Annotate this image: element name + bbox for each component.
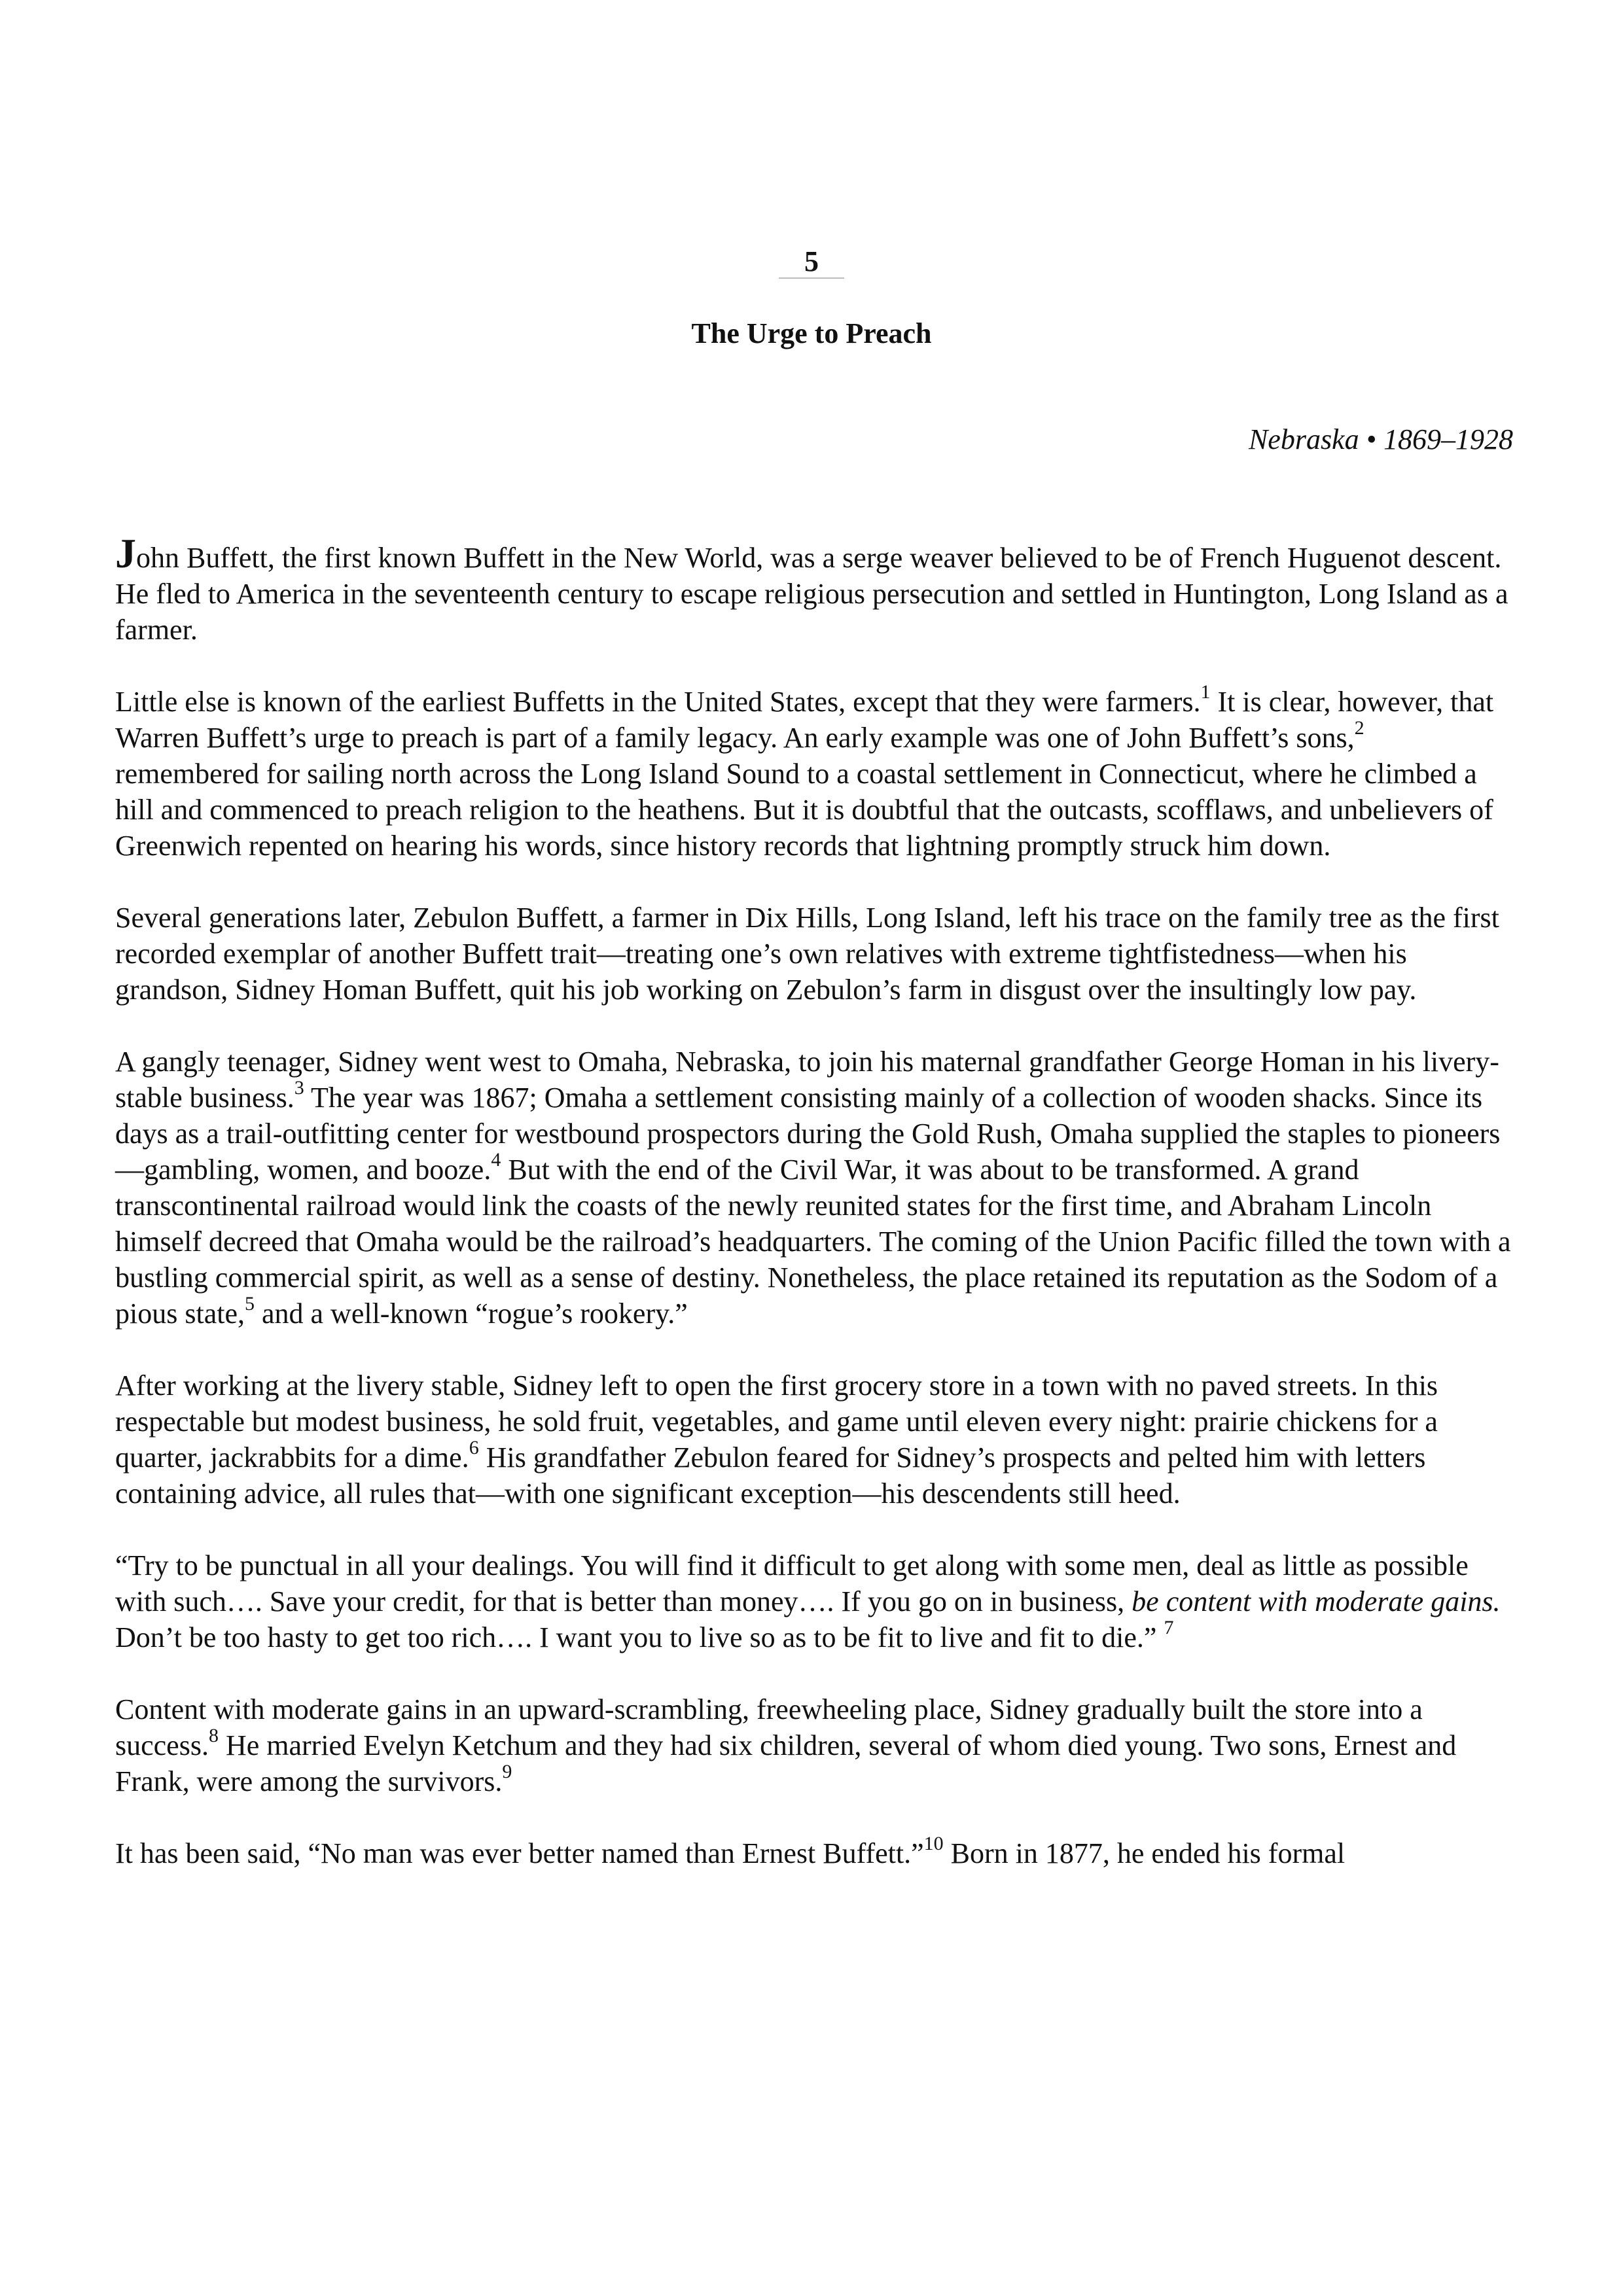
paragraph — [115, 900, 1514, 1008]
footnote-ref: 1 — [1200, 681, 1211, 703]
text-run: A gangly teenager, Sidney went west to Omaha, Nebraska, to join his maternal grandfather George Homan in his livery-stable business. — [115, 1046, 1499, 1114]
footnote-ref: 8 — [208, 1725, 219, 1747]
paragraph — [115, 1044, 1514, 1332]
text-run: The year was 1867; Omaha a settlement consisting mainly of a collection of wooden shacks. Since its days as a trail-outfitting center for westbound prospectors during the Gold Rush, Omaha supplied the staples to pioneers—gambling, women, and booze. — [115, 1082, 1501, 1186]
text-run: His grandfather Zebulon feared for Sidney’s prospects and pelted him with letters containing advice, all rules that—with one significant exception—his descendents still heed. — [115, 1441, 1426, 1510]
text-run: remembered for sailing north across the Long Island Sound to a coastal settlement in Connecticut, where he climbed a hill and commenced to preach religion to the heathens. But it is doubtful that the outcasts, scofflaws, and unbelievers of Greenwich repented on hearing his words, since history records that lightning promptly struck him down. — [115, 758, 1493, 862]
text-run: Born in 1877, he ended his formal — [943, 1837, 1346, 1869]
paragraph — [115, 1691, 1514, 1799]
chapter-title: The Urge to Preach — [691, 317, 932, 349]
text-run: Content with moderate gains in an upward-scrambling, freewheeling place, Sidney gradually built the store into a success. — [115, 1693, 1423, 1761]
chapter-number-rule — [779, 277, 844, 279]
footnote-ref: 7 — [1164, 1617, 1174, 1639]
text-run: It is clear, however, that Warren Buffett’s urge to preach is part of a family legacy. An early example was one of John Buffett’s sons, — [115, 686, 1494, 754]
text-run: Don’t be too hasty to get too rich…. I want you to live so as to be fit to live and fit to die.” — [115, 1621, 1164, 1653]
footnote-ref: 10 — [923, 1833, 944, 1855]
text-run: It has been said, “No man was ever better named than Ernest Buffett.” — [115, 1837, 924, 1869]
chapter-number: 5 — [804, 245, 819, 277]
paragraph — [115, 1835, 1514, 1871]
text-run: But with the end of the Civil War, it was about to be transformed. A grand transcontinental railroad would link the coasts of the newly reunited states for the first time, and Abraham Lincoln himself decreed that Omaha would be the railroad’s headquarters. The coming of the Union Pacific filled the town with a bustling commercial spirit, as well as a sense of destiny. Nonetheless, the place retained its reputation as the Sodom of a pious state, — [115, 1154, 1511, 1330]
footnote-ref: 6 — [469, 1437, 479, 1459]
text-run: and a well-known “rogue’s rookery.” — [254, 1298, 688, 1330]
text-run: Several generations later, Zebulon Buffett, a farmer in Dix Hills, Long Island, left his trace on the family tree as the first recorded exemplar of another Buffett trait—treating one’s own relatives with extreme tightfistedness—when his grandson, Sidney Homan Buffett, quit his job working on Zebulon’s farm in disgust over the insultingly low pay. — [115, 902, 1499, 1006]
footnote-ref: 9 — [502, 1761, 512, 1783]
paragraph — [115, 681, 1514, 864]
text-run: John Buffett, the first known Buffett in the New World, was a serge weaver believed to be of French Huguenot descent. He fled to America in the seventeenth century to escape religious persecution and settled in Huntington, Long Island as a farmer. — [115, 530, 1508, 646]
footnote-ref: 5 — [244, 1293, 255, 1315]
paragraph — [115, 530, 1514, 648]
epigraph-years: 1869–1928 — [1383, 423, 1513, 455]
chapter-epigraph — [1249, 421, 1513, 458]
text-run: Little else is known of the earliest Buffetts in the United States, except that they were farmers. — [115, 686, 1201, 718]
paragraph — [115, 1547, 1514, 1655]
paragraph — [115, 1368, 1514, 1511]
epigraph-place: Nebraska — [1248, 423, 1359, 455]
epigraph-bullet: • — [1366, 423, 1376, 455]
emphasized-text: be content with moderate gains. — [1132, 1585, 1501, 1617]
text-run: After working at the livery stable, Sidney left to open the first grocery store in a town with no paved streets. In this respectable but modest business, he sold fruit, vegetables, and game until eleven every night: prairie chickens for a quarter, jackrabbits for a dime. — [115, 1369, 1438, 1474]
footnote-ref: 3 — [294, 1077, 304, 1099]
body-text — [115, 530, 1514, 1907]
footnote-ref: 2 — [1354, 717, 1364, 739]
text-run: He married Evelyn Ketchum and they had six children, several of whom died young. Two sons, Ernest and Frank, were among the survivors. — [115, 1729, 1457, 1797]
text-run: “Try to be punctual in all your dealings. You will find it difficult to get along with some men, deal as little as possible with such…. Save your credit, for that is better than money…. If you go on in business, — [115, 1549, 1469, 1617]
footnote-ref: 4 — [491, 1149, 501, 1171]
